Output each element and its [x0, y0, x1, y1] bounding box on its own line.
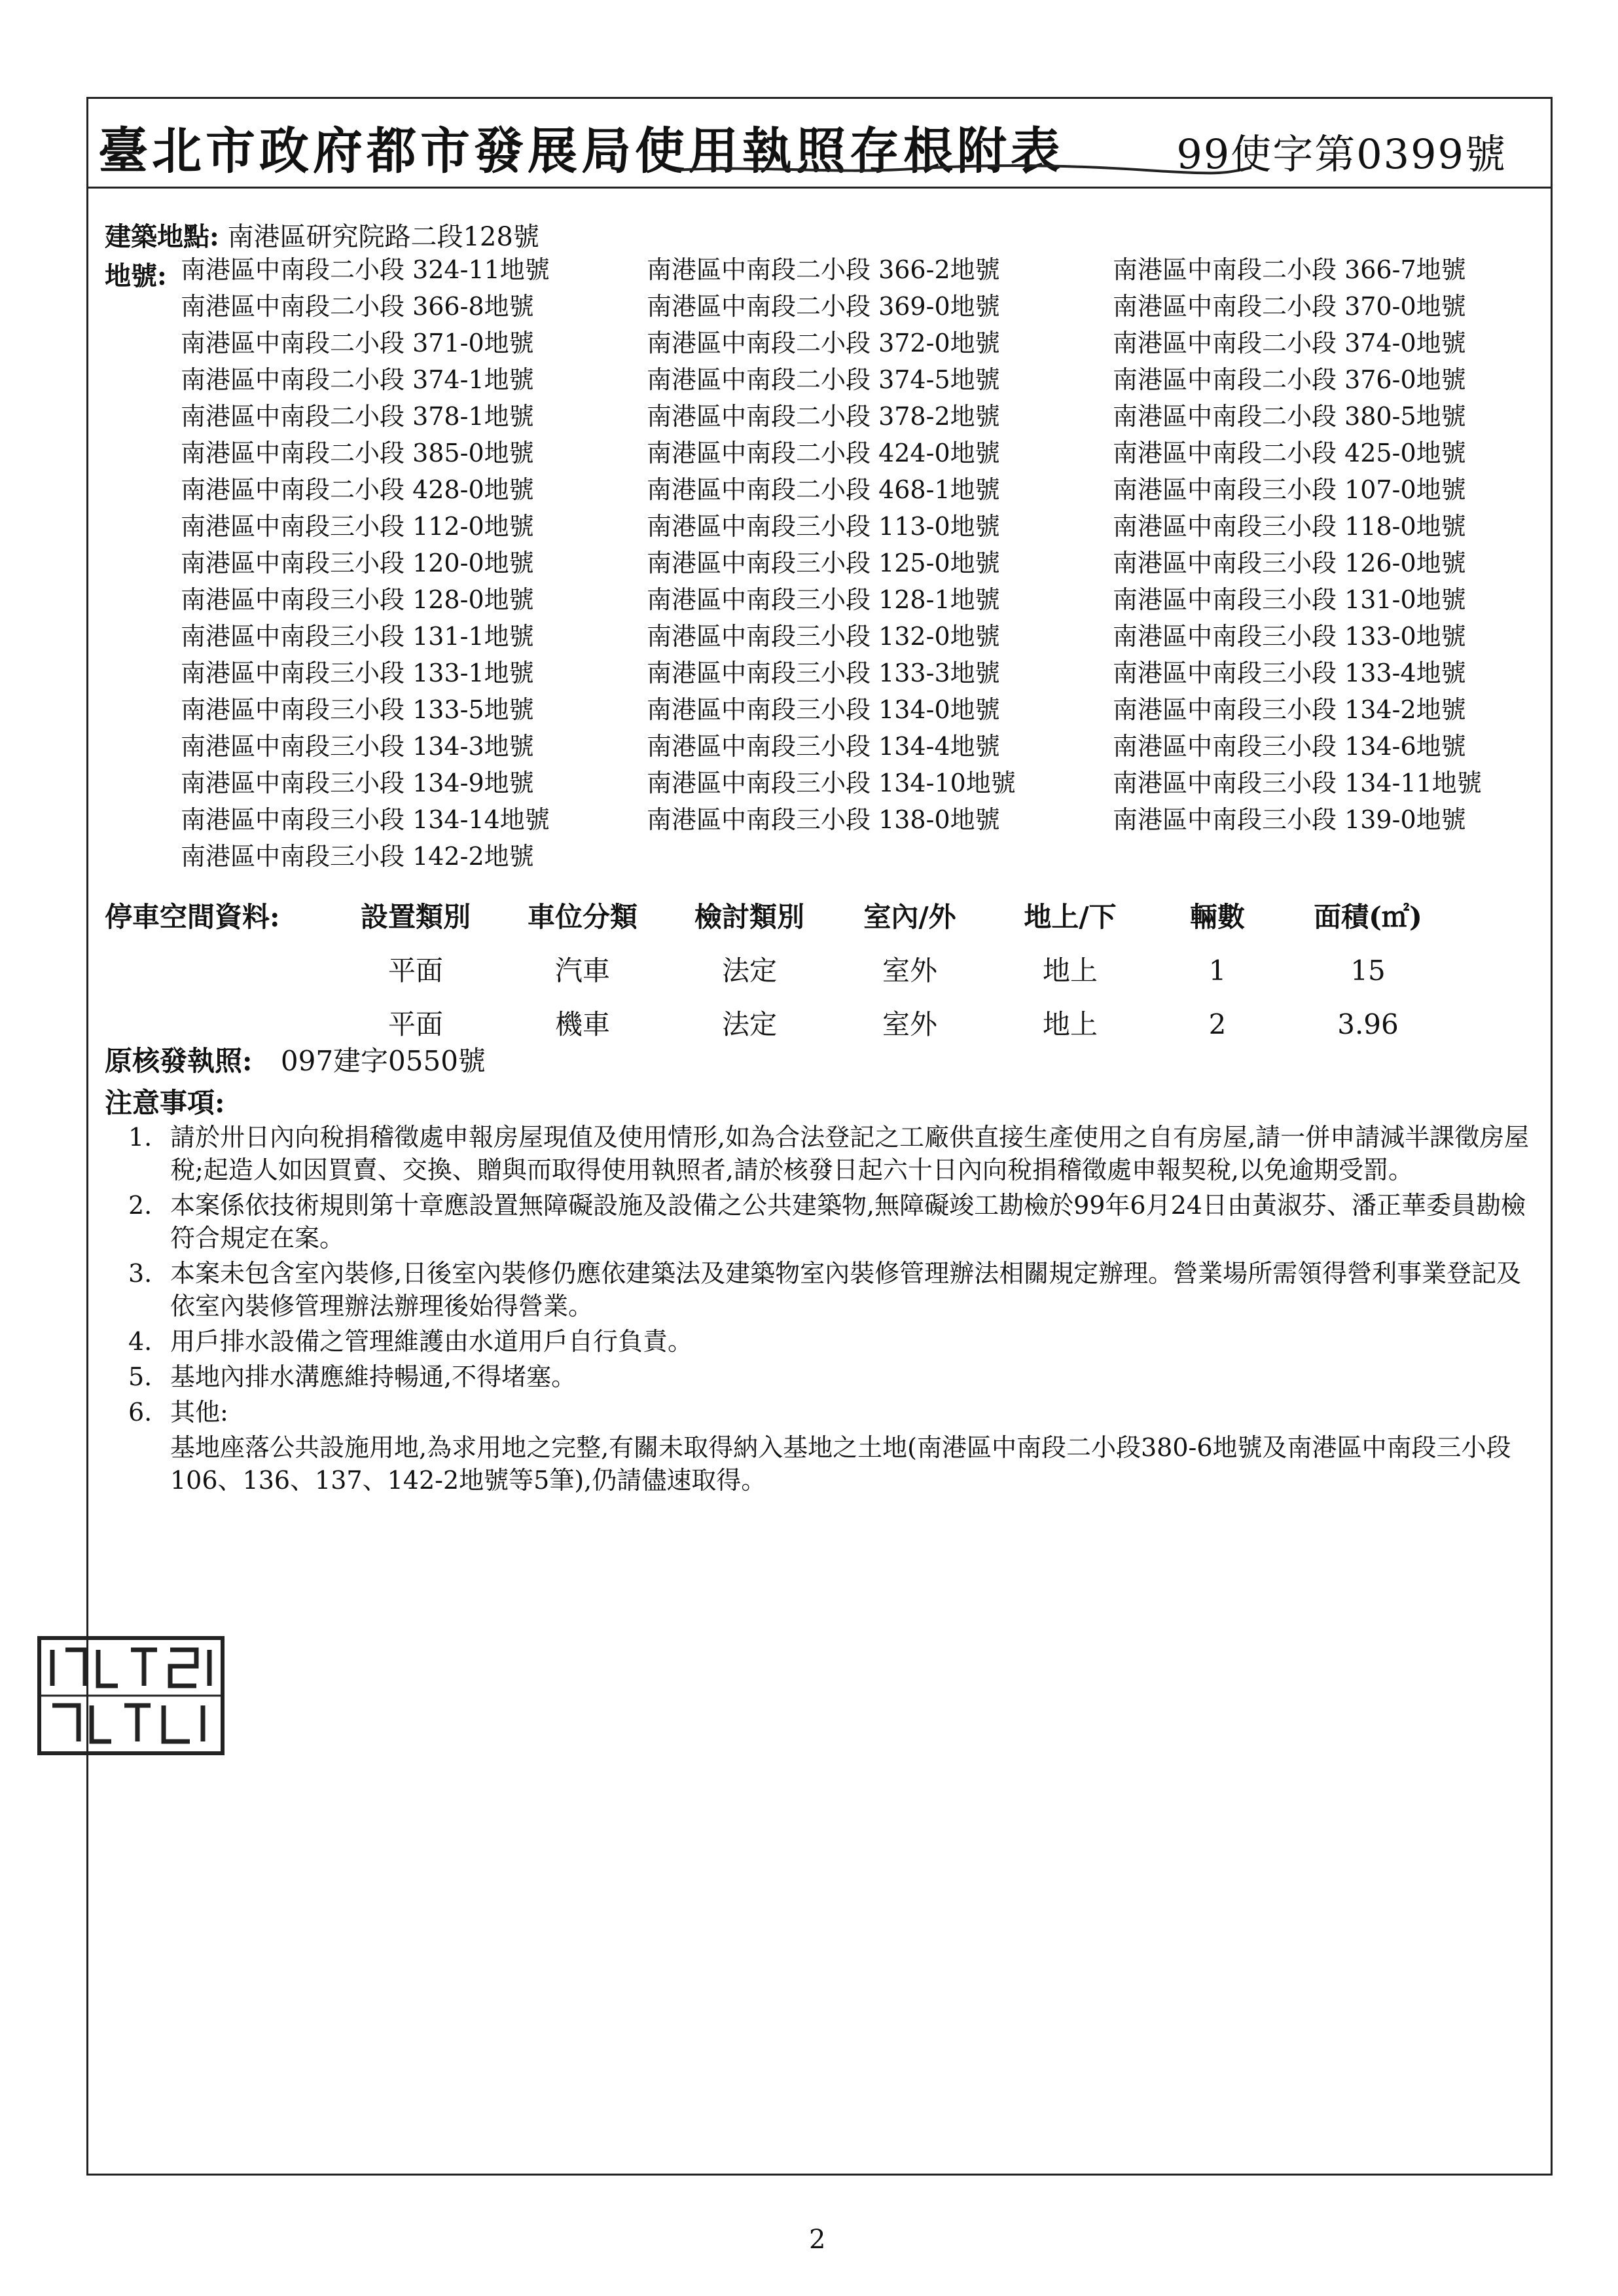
note-number: 6. [128, 1398, 153, 1427]
note-text: 本案係依技術規則第十章應設置無障礙設施及設備之公共建築物,無障礙竣工勘檢於99年6月24日由黃淑芬、潘正華委員勘檢符合規定在案。 [170, 1191, 1526, 1252]
parking-cell: 平面 [387, 1008, 443, 1040]
lot-number-item: 南港區中南段二小段 380-5地號 [1113, 402, 1466, 431]
lot-number-item: 南港區中南段二小段 385-0地號 [181, 439, 534, 467]
parking-header-cell: 檢討類別 [694, 901, 804, 933]
note-item [128, 1257, 1536, 1322]
lot-number-item: 南港區中南段三小段 133-0地號 [1113, 622, 1466, 651]
lot-number-item: 南港區中南段二小段 371-0地號 [181, 329, 534, 357]
note-text: 本案未包含室內裝修,日後室內裝修仍應依建築法及建築物室內裝修管理辦法相關規定辦理。營業場所需領得營利事業登記及依室內裝修管理辦法辦理後始得營業。 [170, 1259, 1522, 1321]
lot-number-item: 南港區中南段二小段 372-0地號 [647, 329, 1000, 357]
lot-number-item: 南港區中南段三小段 131-0地號 [1113, 585, 1466, 614]
lot-number-item: 南港區中南段二小段 424-0地號 [647, 439, 1000, 467]
title-underline-mark [675, 162, 1251, 175]
parking-section [105, 896, 1505, 1042]
lot-number-item: 南港區中南段二小段 324-11地號 [181, 255, 550, 284]
lot-number-item: 南港區中南段三小段 133-1地號 [181, 659, 534, 687]
lot-number-item: 南港區中南段二小段 374-1地號 [181, 365, 534, 394]
parking-cell: 地上 [1042, 1008, 1098, 1040]
lot-number-list [181, 255, 1490, 879]
lot-number-item: 南港區中南段二小段 366-8地號 [181, 292, 534, 321]
note-text: 請於卅日內向稅捐稽徵處申報房屋現值及使用情形,如為合法登記之工廠供直接生產使用之自有房屋,請一併申請減半課徵房屋稅;起造人如因買賣、交換、贈與而取得使用執照者,請於核發日起六十日內向稅捐稽徵處申報契稅,以免逾期受罰。 [170, 1123, 1530, 1184]
lot-number-item: 南港區中南段二小段 425-0地號 [1113, 439, 1466, 467]
lot-number-item: 南港區中南段三小段 133-3地號 [647, 659, 1000, 687]
lot-number-item: 南港區中南段二小段 428-0地號 [181, 475, 534, 504]
parking-row [105, 1003, 1505, 1042]
license-number: 99使字第0399號 [1176, 130, 1507, 178]
site-address-label: 建築地點: [105, 221, 219, 252]
parking-header-cell: 室內/外 [863, 901, 956, 933]
note-number: 3. [128, 1259, 153, 1288]
parking-cell: 法定 [721, 955, 777, 987]
lot-number-item: 南港區中南段二小段 374-0地號 [1113, 329, 1466, 357]
lot-number-item: 南港區中南段三小段 132-0地號 [647, 622, 1000, 651]
lot-number-item: 南港區中南段二小段 378-1地號 [181, 402, 534, 431]
note-number [128, 1431, 170, 1497]
lot-number-item: 南港區中南段三小段 138-0地號 [647, 805, 1000, 834]
lot-number-item: 南港區中南段三小段 142-2地號 [181, 842, 534, 871]
parking-cell: 平面 [387, 955, 443, 987]
lot-number-item: 南港區中南段三小段 128-1地號 [647, 585, 1000, 614]
parking-header-cell: 車位分類 [527, 901, 638, 933]
site-address-value: 南港區研究院路二段128號 [227, 222, 539, 252]
note-text: 其他: [170, 1398, 228, 1427]
lot-number-item: 南港區中南段三小段 134-6地號 [1113, 732, 1466, 761]
note-text: 用戶排水設備之管理維護由水道用戶自行負責。 [170, 1327, 693, 1356]
parking-cell: 地上 [1042, 955, 1098, 987]
lot-number-item: 南港區中南段三小段 133-4地號 [1113, 659, 1466, 687]
lot-number-item: 南港區中南段三小段 113-0地號 [647, 512, 1000, 541]
original-license-value: 097建字0550號 [280, 1045, 486, 1077]
parking-cell: 1 [1208, 955, 1227, 987]
lot-number-item: 南港區中南段二小段 378-2地號 [647, 402, 1000, 431]
lot-number-item: 南港區中南段二小段 376-0地號 [1113, 365, 1466, 394]
parking-cell: 室外 [882, 1008, 937, 1040]
lot-number-item: 南港區中南段三小段 134-10地號 [647, 769, 1016, 797]
note-item [128, 1431, 1536, 1497]
lot-number-item: 南港區中南段三小段 134-4地號 [647, 732, 1000, 761]
note-number: 1. [128, 1123, 153, 1152]
lot-number-item: 南港區中南段三小段 134-14地號 [181, 805, 550, 834]
site-address-row [105, 216, 539, 253]
lot-number-item: 南港區中南段三小段 107-0地號 [1113, 475, 1466, 504]
lot-number-item: 南港區中南段二小段 374-5地號 [647, 365, 1000, 394]
lot-number-item: 南港區中南段三小段 120-0地號 [181, 549, 534, 577]
note-item [128, 1189, 1536, 1254]
lot-number-item: 南港區中南段三小段 125-0地號 [647, 549, 1000, 577]
lot-number-item: 南港區中南段三小段 112-0地號 [181, 512, 534, 541]
parking-cell: 機車 [554, 1008, 610, 1040]
parking-label: 停車空間資料: [105, 901, 280, 933]
parking-cell: 3.96 [1337, 1008, 1399, 1040]
note-number: 4. [128, 1327, 153, 1356]
parking-header-cell: 地上/下 [1024, 901, 1117, 933]
lot-number-item: 南港區中南段二小段 366-7地號 [1113, 255, 1466, 284]
lot-number-item: 南港區中南段三小段 134-3地號 [181, 732, 534, 761]
note-number: 2. [128, 1191, 153, 1220]
lot-number-item: 南港區中南段三小段 118-0地號 [1113, 512, 1466, 541]
note-number: 5. [128, 1362, 153, 1391]
notes-title: 注意事項: [105, 1087, 225, 1119]
parking-header-cell: 設置類別 [360, 901, 471, 933]
parking-header-row [105, 896, 1505, 935]
parking-cell: 汽車 [554, 955, 610, 987]
lot-number-item: 南港區中南段二小段 370-0地號 [1113, 292, 1466, 321]
lot-number-item: 南港區中南段三小段 134-11地號 [1113, 769, 1482, 797]
lot-number-item: 南港區中南段三小段 134-0地號 [647, 695, 1000, 724]
parking-cell: 法定 [721, 1008, 777, 1040]
official-seal-stamp [26, 1630, 236, 1761]
title-bar [86, 97, 1553, 189]
note-item [128, 1396, 1536, 1429]
lot-number-item: 南港區中南段三小段 131-1地號 [181, 622, 534, 651]
parking-row [105, 949, 1505, 989]
lot-number-item: 南港區中南段三小段 126-0地號 [1113, 549, 1466, 577]
lot-number-item: 南港區中南段三小段 133-5地號 [181, 695, 534, 724]
note-item [128, 1121, 1536, 1186]
lot-number-item: 南港區中南段二小段 366-2地號 [647, 255, 1000, 284]
note-text: 基地座落公共設施用地,為求用地之完整,有關未取得納入基地之土地(南港區中南段二小段380-6地號及南港區中南段三小段106、136、137、142-2地號等5筆),仍請儘速取得。 [170, 1433, 1511, 1495]
parking-cell: 2 [1208, 1008, 1227, 1040]
notes-list [128, 1121, 1536, 1499]
lots-label: 地號: [105, 261, 167, 291]
lot-number-item: 南港區中南段三小段 134-9地號 [181, 769, 534, 797]
parking-cell: 室外 [882, 955, 937, 987]
lot-number-item: 南港區中南段二小段 369-0地號 [647, 292, 1000, 321]
note-item [128, 1325, 1536, 1358]
lot-number-item: 南港區中南段三小段 128-0地號 [181, 585, 534, 614]
document-title: 臺北市政府都市發展局使用執照存根附表 [98, 122, 1064, 180]
note-text: 基地內排水溝應維持暢通,不得堵塞。 [170, 1362, 577, 1391]
parking-cell: 15 [1350, 955, 1386, 987]
original-license-label: 原核發執照: [105, 1045, 253, 1077]
lot-number-item: 南港區中南段三小段 134-2地號 [1113, 695, 1466, 724]
parking-header-cell: 輛數 [1189, 901, 1245, 933]
parking-header-cell: 面積(㎡) [1314, 901, 1422, 933]
lot-number-item: 南港區中南段二小段 468-1地號 [647, 475, 1000, 504]
page-number: 2 [809, 2225, 826, 2255]
lot-number-item: 南港區中南段三小段 139-0地號 [1113, 805, 1466, 834]
original-license-row [105, 1040, 486, 1079]
note-item [128, 1360, 1536, 1393]
